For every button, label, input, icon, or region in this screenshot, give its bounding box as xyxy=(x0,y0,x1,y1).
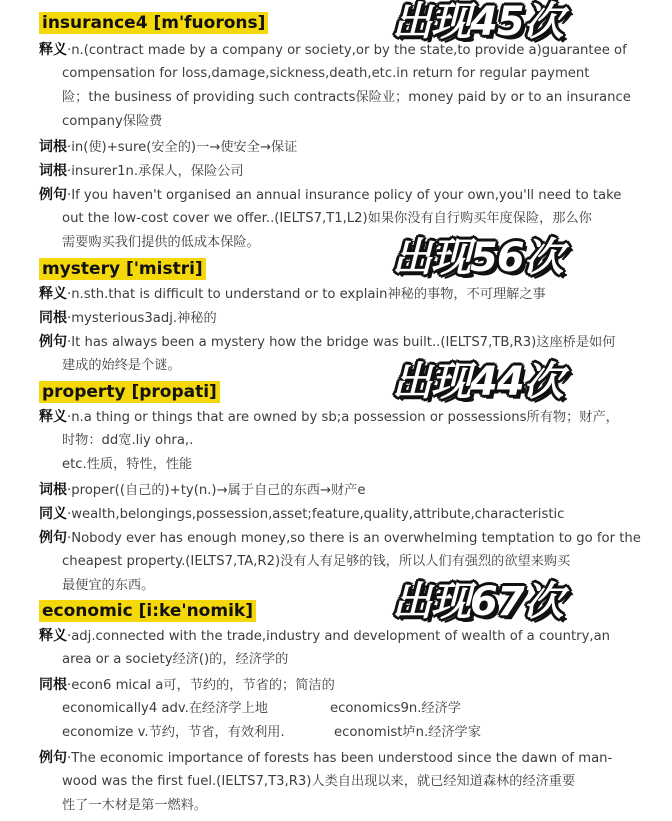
headword: property [propati] xyxy=(39,381,220,403)
example-line: 需要购买我们提供的低成本保险。 xyxy=(62,235,260,250)
root-line: 词根·insurer1n.承保人，保险公司 xyxy=(39,163,244,179)
meaning-line: area or a society经济()的，经济学的 xyxy=(62,652,289,667)
same-root-line: economist垆n.经济学家 xyxy=(334,725,481,740)
example-line: 例句·Nobody ever has enough money,so there is an overwhelming temptation to go for the xyxy=(39,530,641,546)
meaning-line: 释义·adj.connected with the trade,industry and development of wealth of a country,an xyxy=(39,628,611,644)
example-line: 性了一木材是第一燃料。 xyxy=(62,798,208,813)
example-line: 例句·The economic importance of forests has been understood since the dawn of man- xyxy=(39,750,613,766)
example-line: out the low-cost cover we offer..(IELTS7,T1,L2)如果你没有自行购买年度保险，那么你 xyxy=(62,211,592,226)
root-line: 词根·in(使)+sure(安全的)一→使安全→保证 xyxy=(39,139,298,155)
example-line: wood was the first fuel.(IELTS7,T3,R3)人类自出现以来，就已经知道森林的经济重要 xyxy=(62,774,576,789)
headword: insurance4 [m'fuorons] xyxy=(39,12,268,34)
same-root-line: economize v.节约，节省，有效利用. xyxy=(62,725,285,740)
meaning-line: 险；the business of providing such contracts保险业；money paid by or to an insurance xyxy=(62,90,631,105)
example-line: cheapest property.(IELTS7,TA,R2)没有人有足够的钱，所以人们有强烈的欲望来购买 xyxy=(62,554,571,569)
meaning-line: 时物：dd宽.liy ohra,. xyxy=(62,433,194,448)
synonym-line: 同义·wealth,belongings,possession,asset;feature,quality,attribute,characteristic xyxy=(39,506,565,522)
frequency-badge: 出现67次 xyxy=(392,579,563,625)
same-root-line: economically4 adv.在经济学上地 xyxy=(62,701,268,716)
meaning-line: compensation for loss,damage,sickness,death,etc.in return for regular payment xyxy=(62,66,590,81)
frequency-badge: 出现56次 xyxy=(392,235,563,281)
frequency-badge: 出现44次 xyxy=(392,359,563,405)
headword: mystery ['mistri] xyxy=(39,258,206,280)
example-line: 例句·It has always been a mystery how the bridge was built..(IELTS7,TB,R3)这座桥是如何 xyxy=(39,334,616,350)
headword: economic [i:ke'nomik] xyxy=(39,600,256,622)
frequency-badge: 出现45次 xyxy=(392,0,563,45)
same-root-line: economics9n.经济学 xyxy=(330,701,461,716)
same-root-line: 同根·econ6 mical a可，节约的，节省的；简洁的 xyxy=(39,677,335,693)
same-root-line: 同根·mysterious3adj.神秘的 xyxy=(39,310,217,326)
root-line: 词根·proper((自己的)+ty(n.)→属于自己的东西→财产e xyxy=(39,482,366,498)
example-line: 最便宜的东西。 xyxy=(62,578,155,593)
meaning-line: 释义·n.a thing or things that are owned by sb;a possession or possessions所有物；财产， xyxy=(39,409,619,425)
meaning-line: etc.性质，特性，性能 xyxy=(62,457,193,472)
example-line: 例句·If you haven't organised an annual insurance policy of your own,you'll need to take xyxy=(39,187,622,203)
meaning-line: company保险费 xyxy=(62,114,163,129)
example-line: 建成的始终是个谜。 xyxy=(62,358,181,373)
meaning-line: 释义·n.(contract made by a company or society,or by the state,to provide a)guarantee of xyxy=(39,42,627,58)
meaning-line: 释义·n.sth.that is difficult to understand or to explain神秘的事物，不可理解之事 xyxy=(39,286,546,302)
